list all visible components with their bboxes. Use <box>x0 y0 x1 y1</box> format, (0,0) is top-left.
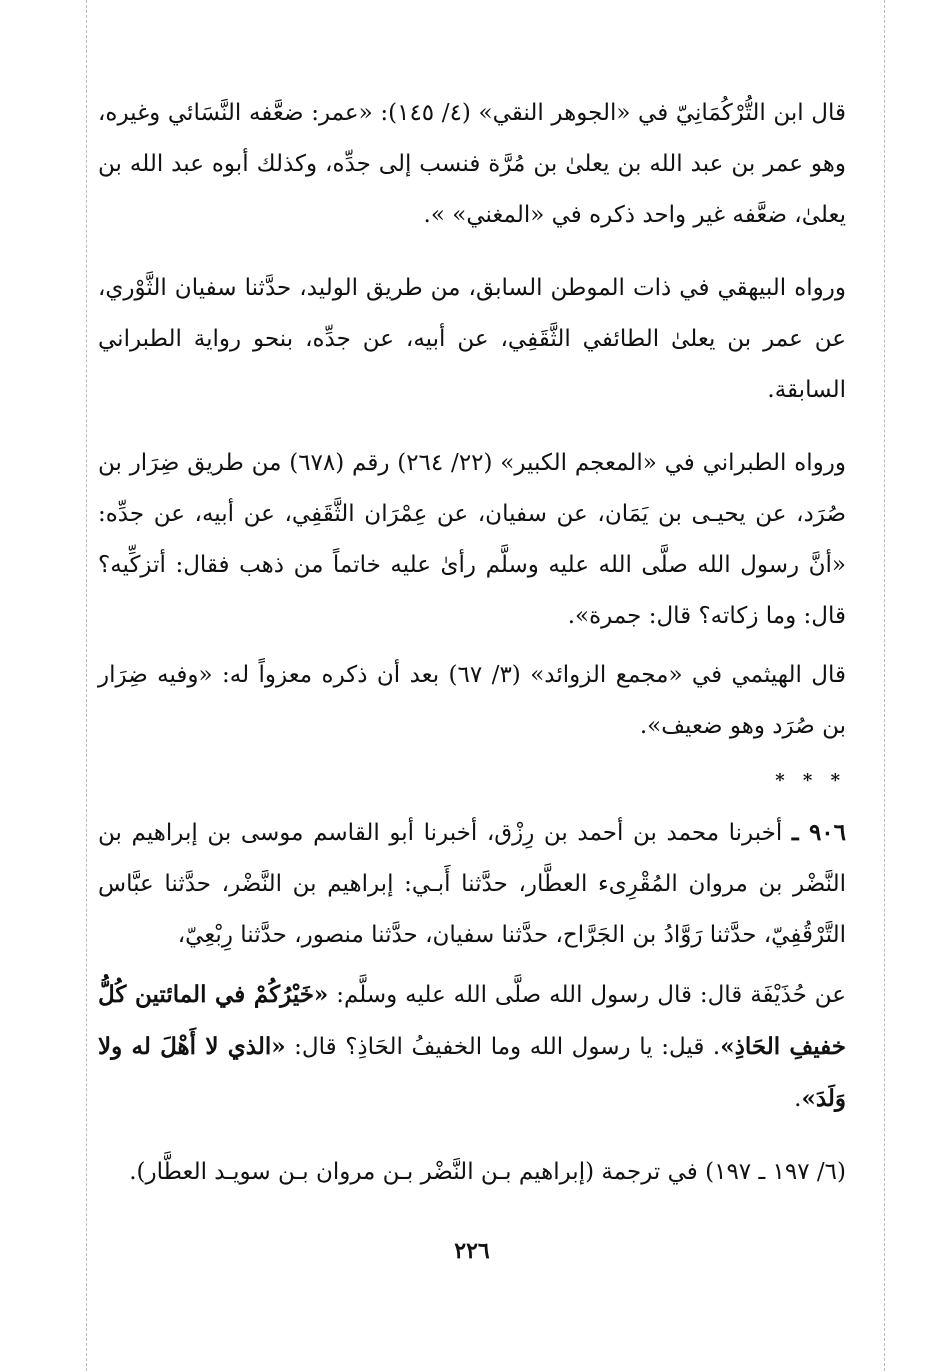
source-reference: (٦/ ١٩٧ ـ ١٩٧) في ترجمة (إبراهيم بـن النَّضْر بـن مروان بـن سويـد العطَّار). <box>129 1159 846 1185</box>
hadith-isnad <box>98 807 846 961</box>
matn-end: . <box>794 1086 802 1112</box>
page-number: ٢٢٦ <box>454 1238 490 1264</box>
matn-question: . قيل: يا رسول الله وما الخفيفُ الحَاذِ؟ قال: <box>285 1034 721 1060</box>
matn-quote-1: «خَيْرُكُمْ في المائتين كُلُّ خفيفِ الحَاذِ» <box>98 981 846 1060</box>
hadith-matn <box>98 969 846 1125</box>
hadith-number: ٩٠٦ ـ <box>791 819 847 846</box>
isnad-text: أخبرنا محمد بن أحمد بن رِزْق، أخبرنا أبو القاسم موسى بن إبراهيم بن النَّضْر بن مروان المُقْرِىء العطَّار، حدَّثنا أَبـي: إبراهيم بن النَّضْر، حدَّثنا عبَّاس التَّرْقُفِيّ، حدَّثنا رَوَّادُ بن الجَرَّاح، حدَّثنا سفيان، حدَّثنا منصور، حدَّثنا رِبْعِيّ، <box>98 820 846 948</box>
paragraph-tabarani: ورواه الطبراني في «المعجم الكبير» (٢٢/ ٢٦٤) رقم (٦٧٨) من طريق ضِرَار بن صُرَد، عن يحيـى بن يَمَان، عن سفيان، عن عِمْرَان الثَّقَفِي، عن أبيه، عن جدِّه: «أنَّ رسول الله صلَّى الله عليه وسلَّم رأىٰ عليه خاتماً من ذهب فقال: أتزكِّيه؟ قال: وما زكاته؟ قال: جمرة». <box>98 450 847 629</box>
matn-intro: عن حُذَيْفَة قال: قال رسول الله صلَّى الله عليه وسلَّم: <box>328 982 846 1008</box>
paragraph-haythami: قال الهيثمي في «مجمع الزوائد» (٣/ ٦٧) بعد أن ذكره معزواً له: «وفيه ضِرَار بن صُرَد وهو ضعيف». <box>98 662 846 739</box>
left-page-edge-line <box>86 0 87 1371</box>
paragraph-turkmani-quote: قال ابن التُّرْكُمَانِيّ في «الجوهر النقي» (٤/ ١٤٥): «عمر: ضعَّفه النَّسَائي وغيره، وهو عمر بن عبد الله بن يعلىٰ بن مُرَّة فنسب إلى جدِّه، وكذلك أبوه عبد الله بن يعلىٰ، ضعَّفه غير واحد ذكره في «المغني» ». <box>98 100 847 228</box>
right-page-edge-line <box>884 0 885 1371</box>
paragraph-bayhaqi: ورواه البيهقي في ذات الموطن السابق، من طريق الوليد، حدَّثنا سفيان الثَّوْري، عن عمر بن يعلىٰ الطائفي الثَّقَفِي، عن أبيه، عن جدِّه، بنحو رواية الطبراني السابقة. <box>98 275 846 403</box>
page-body <box>98 88 846 1220</box>
matn-quote-2: «الذي لا أَهْلَ له ولا وَلَدَ» <box>98 1033 846 1112</box>
section-separator: * * * <box>775 770 846 791</box>
